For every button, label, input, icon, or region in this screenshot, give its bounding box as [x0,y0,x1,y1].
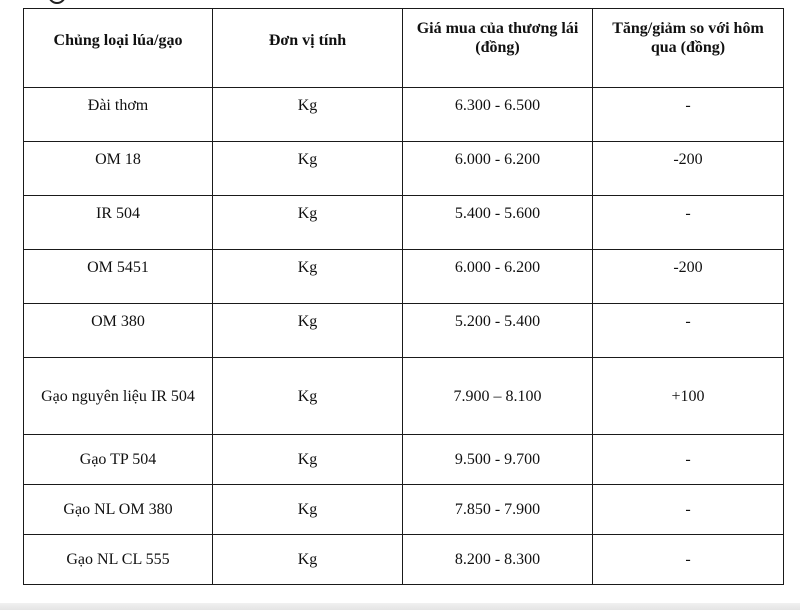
cell-price: 7.850 - 7.900 [403,485,593,535]
cropped-glyph-fragment [48,0,66,4]
cell-rice-type: Gạo NL CL 555 [24,535,213,585]
cell-price: 9.500 - 9.700 [403,435,593,485]
cell-rice-type: Gạo NL OM 380 [24,485,213,535]
cell-unit: Kg [213,435,403,485]
table-row [24,142,784,196]
cell-unit: Kg [213,88,403,142]
cell-price: 6.300 - 6.500 [403,88,593,142]
header-unit: Đơn vị tính [213,9,403,88]
cell-rice-type: IR 504 [24,196,213,250]
cell-unit: Kg [213,304,403,358]
cell-change: - [593,435,784,485]
cell-change: - [593,88,784,142]
cell-price: 6.000 - 6.200 [403,250,593,304]
table-header-row [24,9,784,88]
cell-change: -200 [593,142,784,196]
cell-change: - [593,535,784,585]
cell-price: 6.000 - 6.200 [403,142,593,196]
table-row [24,358,784,435]
cell-unit: Kg [213,142,403,196]
cell-change: -200 [593,250,784,304]
cell-change: - [593,485,784,535]
table-row [24,435,784,485]
header-rice-type: Chủng loại lúa/gạo [24,9,213,88]
cell-rice-type: OM 18 [24,142,213,196]
cell-price: 7.900 – 8.100 [403,358,593,435]
cell-change: +100 [593,358,784,435]
cell-price: 5.400 - 5.600 [403,196,593,250]
cell-rice-type: OM 380 [24,304,213,358]
table-row [24,535,784,585]
bottom-edge-bar [0,603,800,610]
cell-rice-type: Đài thơm [24,88,213,142]
cell-unit: Kg [213,485,403,535]
cell-rice-type: Gạo nguyên liệu IR 504 [24,358,213,435]
table-row [24,485,784,535]
cell-unit: Kg [213,196,403,250]
cell-price: 5.200 - 5.400 [403,304,593,358]
cell-unit: Kg [213,250,403,304]
cell-unit: Kg [213,535,403,585]
table-row [24,250,784,304]
table-row [24,88,784,142]
cell-unit: Kg [213,358,403,435]
cell-rice-type: Gạo TP 504 [24,435,213,485]
rice-price-table [23,8,784,585]
cell-price: 8.200 - 8.300 [403,535,593,585]
header-buying-price: Giá mua của thương lái (đồng) [403,9,593,88]
cell-change: - [593,196,784,250]
table-row [24,196,784,250]
cell-change: - [593,304,784,358]
cell-rice-type: OM 5451 [24,250,213,304]
header-change: Tăng/giảm so với hôm qua (đồng) [593,9,784,88]
table-row [24,304,784,358]
